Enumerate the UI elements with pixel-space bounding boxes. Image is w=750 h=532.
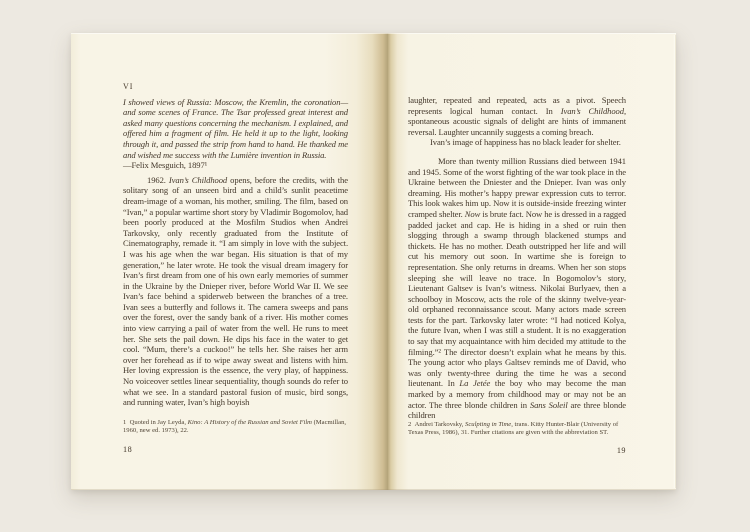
chapter-number: VI xyxy=(123,82,134,91)
single-line-paragraph: Ivan’s image of happiness has no black leader for shelter. xyxy=(430,137,621,148)
right-page-text-column xyxy=(408,95,626,421)
text-segment: , spontaneous acoustic signals of delight are hints of immanent reversal. Laughter uncannily suggests a coming breach. xyxy=(408,105,626,137)
footnote-2 xyxy=(408,421,626,438)
text-segment: , trans. Kitty Hunter-Blair (University of Texas Press, 1986), 31. Further citations are given with the abbreviation ST. xyxy=(408,421,619,437)
text-segment: the boy who may become the man marked by a memory from childhood may or may not be an actor. The three blonde children in xyxy=(408,378,626,410)
book-title-sculpting-in-time: Sculpting in Time xyxy=(465,421,512,428)
text-segment: 2 Andrei Tarkovsky, xyxy=(408,421,466,428)
right-page xyxy=(388,33,676,490)
book-spread xyxy=(71,33,676,490)
film-title-sans-soleil: Sans Soleil xyxy=(529,399,568,410)
text-segment: (Macmillan, 1960, new ed. 1973), 22. xyxy=(123,419,347,435)
text-segment: is brute fact. Now he is dressed in a ragged padded jacket and cap. He is hiding in a shed or ruin then slogging through a swamp through blackened stumps and thickets. He has no mother. Death outstripped her life and will cut his memory out soon. In wartime she is foreign to representation. She only returns in dreams. When her son stops sleeping she will leave no trace. In Bogomolov’s story, Lieutenant Galtsev is Ivan’s witness. Nikolai Burlyaev, then a schoolboy in Moscow, acts the role of the skinny twelve-year-old orphaned reconnaissance scout. Many actors made screen tests for the part. Tarkovsky later wrote: “I had noticed Kolya, the future Ivan, when I was still a student. It is no exaggeration to say that my acquaintance with him decided my attitude to the filming.”² The director doesn’t explain what he means by this. The young actor who plays Galtsev reminds me of David, who was only twenty-three during the time he was a second lieutenant. In xyxy=(408,208,627,389)
left-page-text-column xyxy=(123,82,348,408)
book-title-ivans-childhood: Ivan’s Childhood xyxy=(168,174,228,185)
right-paragraph-continuation xyxy=(408,95,626,137)
text-segment: are three blonde children xyxy=(408,399,626,421)
text-segment: More than twenty million Russians died between 1941 and 1945. Some of the worst fighting of the war took place in the Ukraine between the Dniester and the Dnieper. Ivan was only dreaming. His mother’s happy prewar expression cuts to terror. This look wakes him up. Now it is outside-inside freezing winter cramped shelter. xyxy=(408,155,626,219)
epigraph-attribution: —Felix Mesguich, 1897¹ xyxy=(123,160,208,171)
book-title-ivans-childhood: Ivan’s Childhood xyxy=(560,105,624,116)
text-segment: 1962. xyxy=(147,174,169,185)
text-segment: 1 Quoted in Jay Leyda, xyxy=(123,419,188,426)
epigraph: I showed views of Russia: Moscow, the Kremlin, the coronation—and some scenes of France. The Tsar professed great interest and asked many questions concerning the mechanism. I explained, and offered him a fragment of film. He held it up to the light, looking through it, and passed the strip from hand to hand. He thanked me and wished me success with the Lumière invention in Russia. xyxy=(123,96,348,160)
page-number-19: 19 xyxy=(616,446,626,455)
text-segment: laughter, repeated and repeated, acts as a pivot. Speech represents logical human contact. In xyxy=(408,95,626,116)
left-body-paragraph xyxy=(123,175,348,408)
emphasis-now: Now xyxy=(464,208,481,219)
right-body-paragraph xyxy=(408,156,626,421)
book-title-kino: Kino: A History of the Russian and Soviet Film xyxy=(187,419,312,426)
text-segment: opens, before the credits, with the solitary song of an unseen bird and a child’s sunlit peacetime dream-image of a woman, his mother, smiling. The film, based on “Ivan,” a popular wartime short story by Vladimir Bogomolov, had been poorly produced at the Mosfilm Studios when Andrei Tarkovsky, only recently graduated from the Institute of Cinematography, remade it. “I am simply in love with the subject. I was his age when the war began. His situation is that of my generation,” he later wrote. He took the visual dream imagery for Ivan’s first dream from one of his own early memories of summer in the Ukraine by the Dnieper river, before World War II. We see Ivan’s face behind a spiderweb between the branches of a tree. Ivan sees a butterfly and follows it. The camera sweeps and pans over the forest, over the sandy bank of a river. His mother comes into view carrying a pail of water from the well. He runs to meet her. She sets the pail down. He dips his face in the water to get cool. “Mum, there’s a cuckoo!” he tells her. She raises her arm over her forehead as if to wipe away sweat and listens with him. Her loving expression is the essence, the very play, of happiness. No voiceover settles linear sequentiality, though sounds do refer to what we see. In a standard pastoral fusion of music, bird songs, and running water, Ivan’s high boyish xyxy=(123,174,348,408)
footnote-1 xyxy=(123,419,348,436)
page-number-18: 18 xyxy=(123,445,133,454)
left-page xyxy=(71,33,388,490)
film-title-la-jetee: La Jetée xyxy=(459,378,491,389)
